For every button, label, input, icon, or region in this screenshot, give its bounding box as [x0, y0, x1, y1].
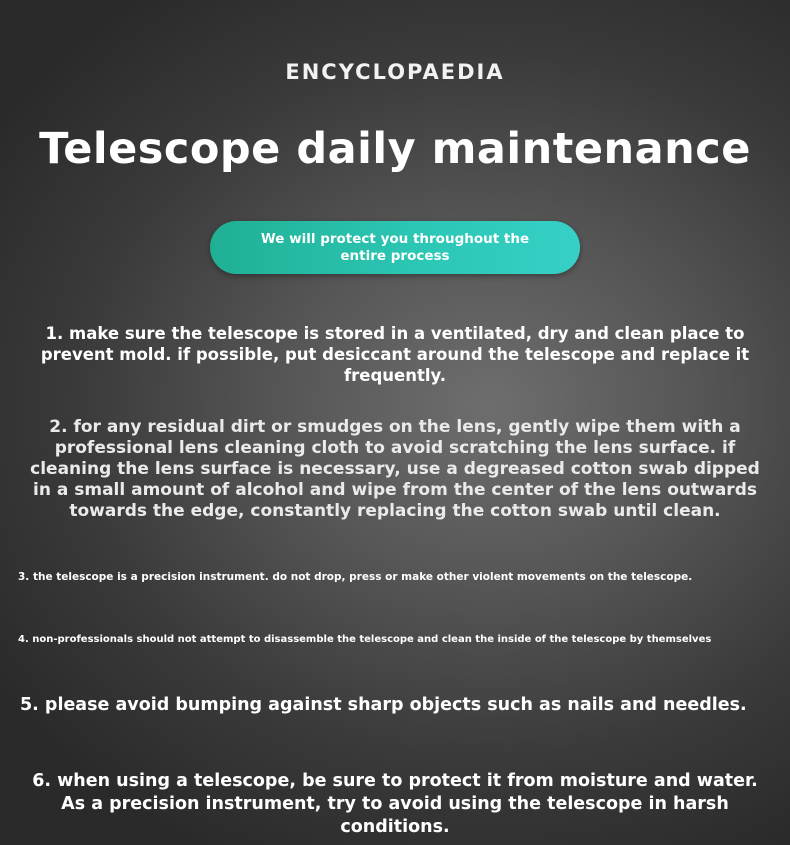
maintenance-tip-3: 3. the telescope is a precision instrument. do not drop, press or make other violent movements on the telescope.: [18, 571, 693, 583]
maintenance-tip-6: 6. when using a telescope, be sure to protect it from moisture and water. As a precision instrument, try to avoid using the telescope in harsh conditions.: [32, 771, 758, 837]
protection-badge[interactable]: [210, 221, 580, 274]
maintenance-tip-2: 2. for any residual dirt or smudges on the lens, gently wipe them with a professional lens cleaning cloth to avoid scratching the lens surface. if cleaning the lens surface is necessary, use a degreased cotton swab dipped in a small amount of alcohol and wipe from the center of the lens outwards towards the edge, constantly replacing the cotton swab until clean.: [30, 417, 760, 521]
page-title: Telescope daily maintenance: [39, 124, 751, 174]
maintenance-tip-4: 4. non-professionals should not attempt to disassemble the telescope and clean the inside of the telescope by themselves: [18, 634, 712, 645]
section-kicker: ENCYCLOPAEDIA: [285, 60, 505, 84]
maintenance-tip-1: 1. make sure the telescope is stored in a ventilated, dry and clean place to prevent mold. if possible, put desiccant around the telescope and replace it frequently.: [40, 324, 750, 385]
maintenance-tip-5: 5. please avoid bumping against sharp objects such as nails and needles.: [20, 695, 747, 715]
protection-badge-label: We will protect you throughout the entire process: [260, 230, 530, 264]
